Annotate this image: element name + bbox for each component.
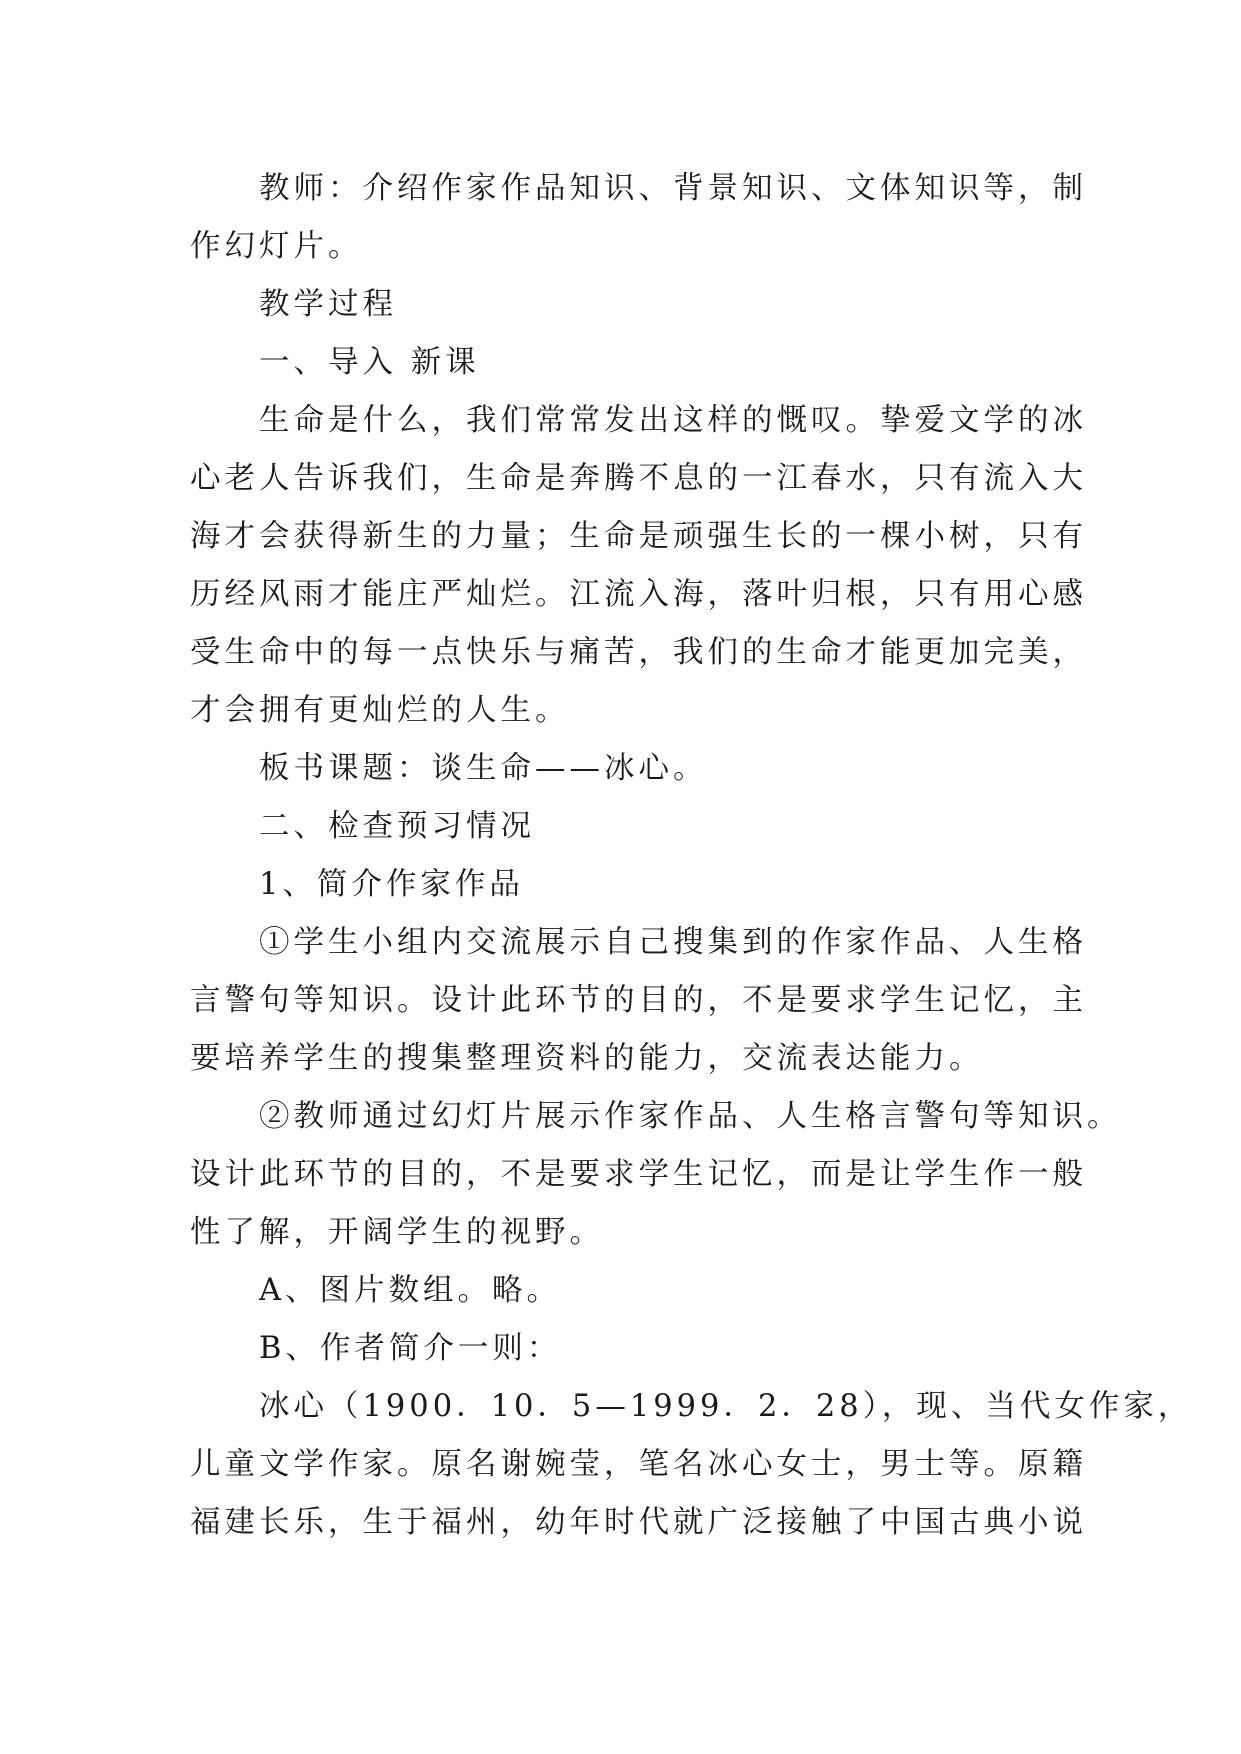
text-line: 才会拥有更灿烂的人生。 [190, 693, 570, 728]
text-line: 设计此环节的目的，不是要求学生记忆，而是让学生作一般 [190, 1157, 1087, 1192]
text-line: ①学生小组内交流展示自己搜集到的作家作品、人生格 [190, 925, 1087, 960]
text-line: 海才会获得新生的力量；生命是顽强生长的一棵小树，只有 [190, 519, 1087, 554]
document-body [190, 160, 1193, 1552]
text-line: 言警句等知识。设计此环节的目的，不是要求学生记忆，主 [190, 983, 1087, 1018]
section-heading: 一、导入 新课 [190, 345, 480, 380]
text-line: 福建长乐，生于福州，幼年时代就广泛接触了中国古典小说 [190, 1505, 1087, 1540]
text-line: 生命是什么，我们常常发出这样的慨叹。挚爱文学的冰 [190, 403, 1087, 438]
text-line: A、图片数组。略。 [190, 1273, 562, 1308]
text-line: B、作者简介一则： [190, 1331, 562, 1366]
text-line: ②教师通过幻灯片展示作家作品、人生格言警句等知识。 [190, 1099, 1122, 1134]
text-line: 要培养学生的搜集整理资料的能力，交流表达能力。 [190, 1041, 984, 1076]
text-line: 受生命中的每一点快乐与痛苦，我们的生命才能更加完美， [190, 635, 1087, 670]
text-line: 作幻灯片。 [190, 229, 363, 264]
text-line: 冰心（1900．10．5—1999．2．28），现、当代女作家， [190, 1389, 1193, 1424]
section-heading: 二、检查预习情况 [190, 809, 535, 844]
text-line: 历经风雨才能庄严灿烂。江流入海，落叶归根，只有用心感 [190, 577, 1087, 612]
section-heading: 教学过程 [190, 287, 397, 322]
subsection-heading: 1、简介作家作品 [190, 867, 524, 902]
text-line: 教师：介绍作家作品知识、背景知识、文体知识等，制 [190, 171, 1087, 206]
text-line: 板书课题：谈生命——冰心。 [190, 751, 708, 786]
text-line: 儿童文学作家。原名谢婉莹，笔名冰心女士，男士等。原籍 [190, 1447, 1087, 1482]
text-line: 性了解，开阔学生的视野。 [190, 1215, 604, 1250]
text-line: 心老人告诉我们，生命是奔腾不息的一江春水，只有流入大 [190, 461, 1087, 496]
